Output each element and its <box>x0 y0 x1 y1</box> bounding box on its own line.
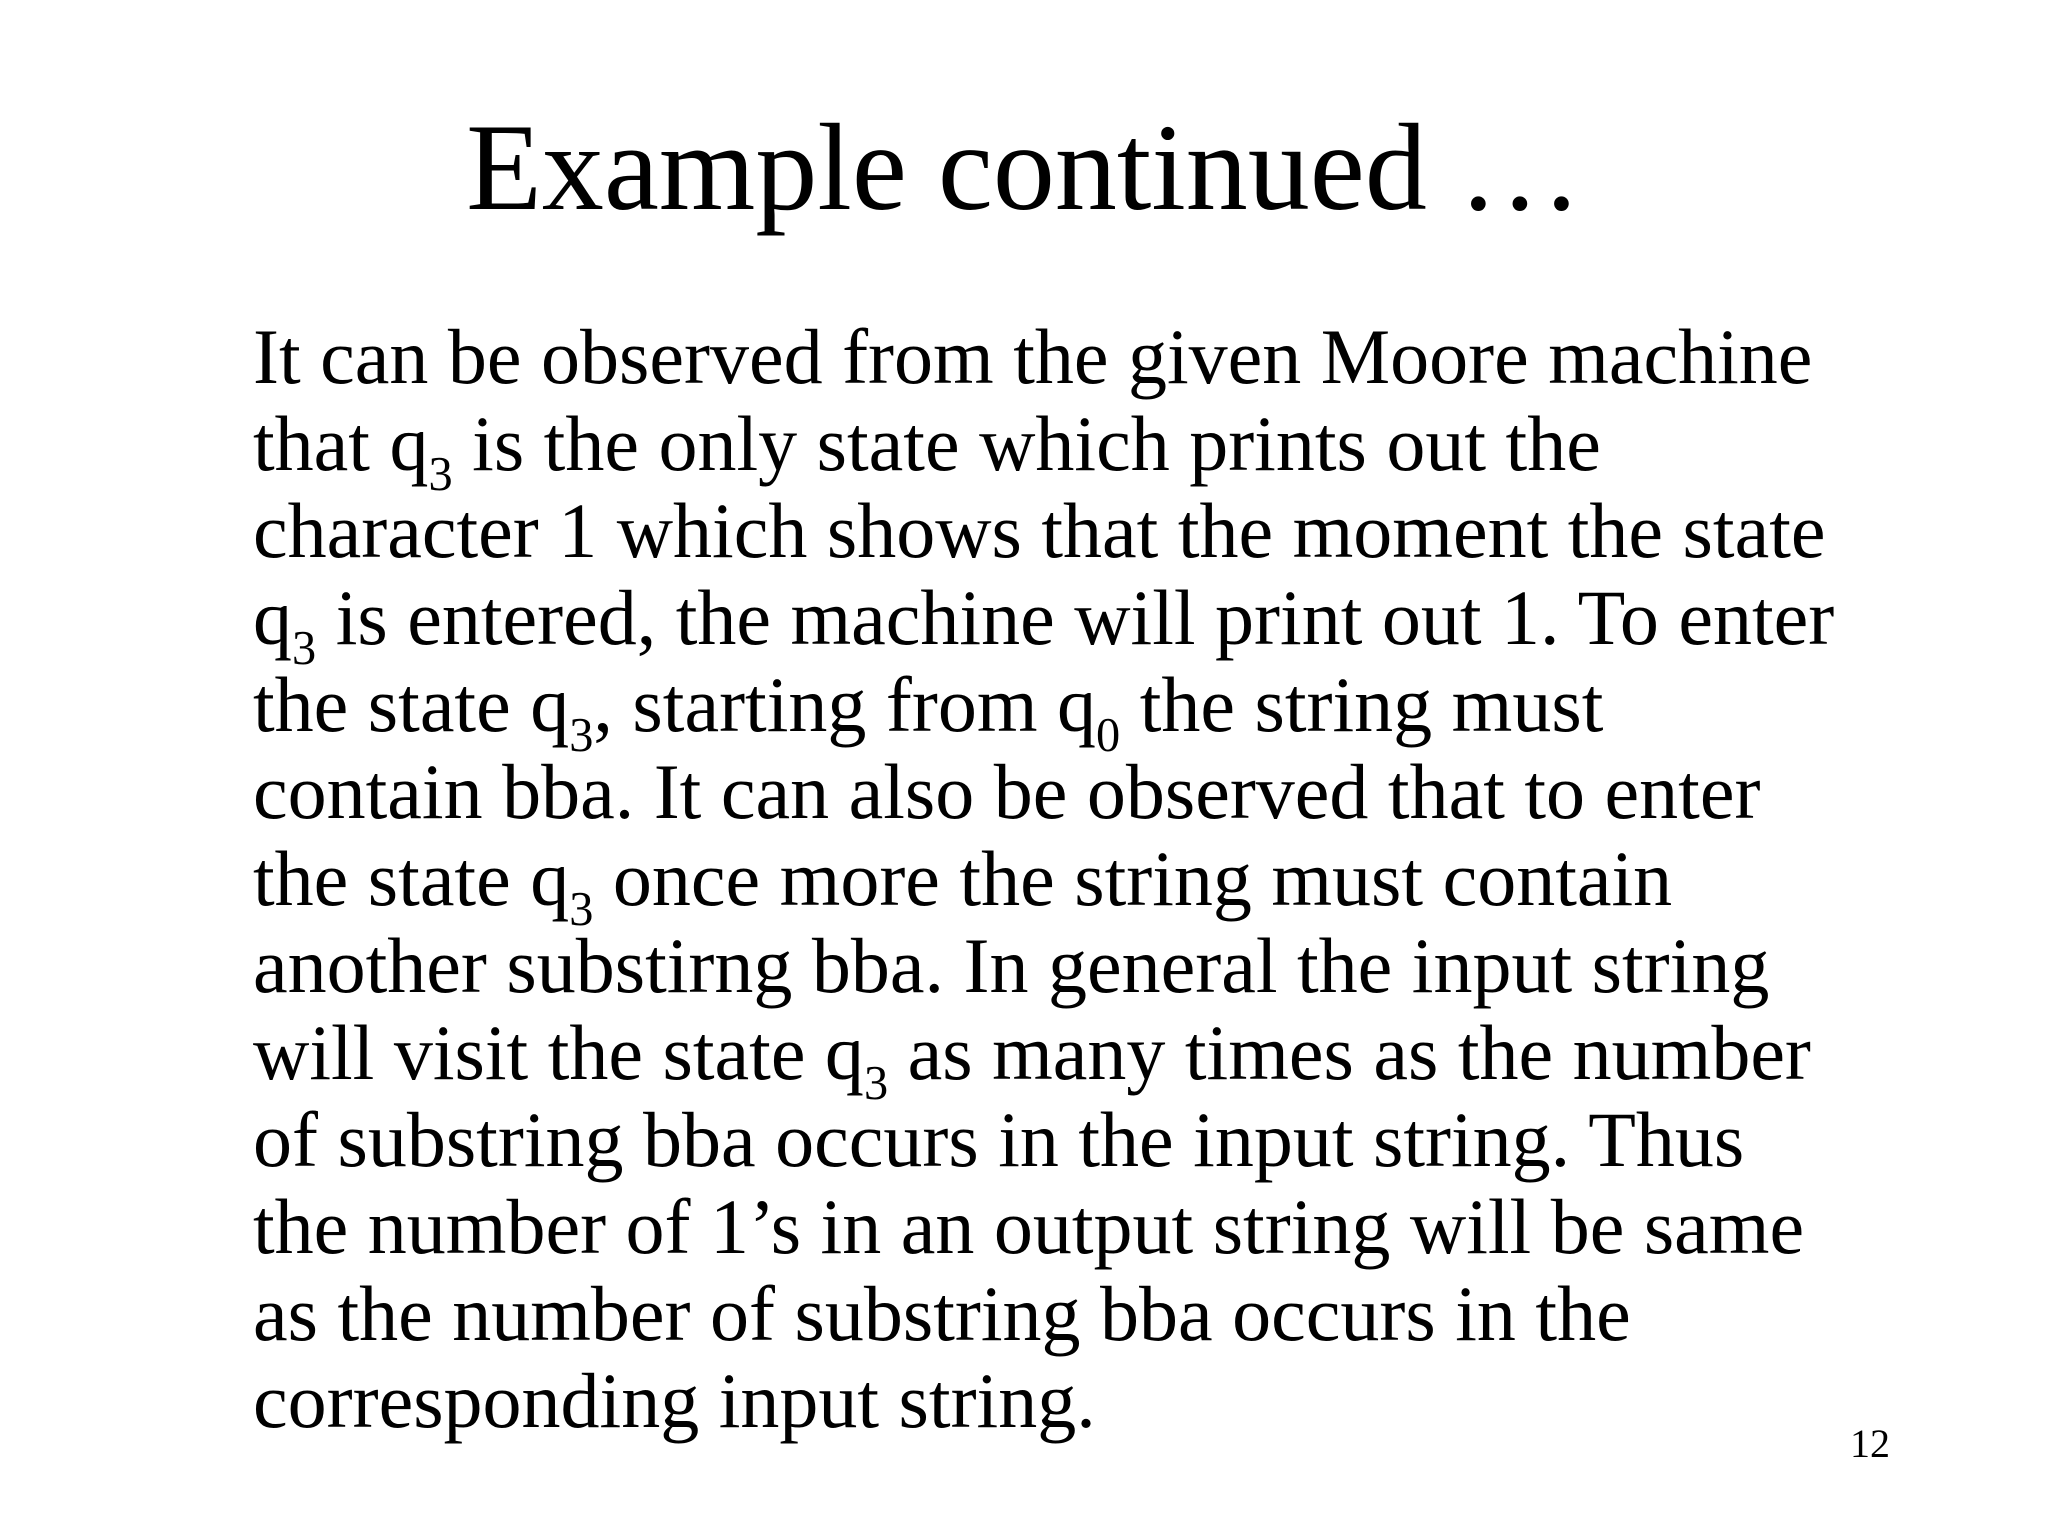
body-text-line <box>253 574 1913 676</box>
slide-title: Example continued … <box>466 99 1582 236</box>
body-text-line <box>253 487 1913 574</box>
body-text-line <box>253 1270 1913 1357</box>
text-run: that q <box>253 400 429 487</box>
text-run: of substring bba occurs in the input string. Thus <box>253 1096 1745 1183</box>
body-text-line <box>253 922 1913 1009</box>
subscript: 3 <box>569 709 594 763</box>
text-run: will visit the state q <box>253 1009 864 1096</box>
body-text-line <box>253 661 1913 763</box>
body-text-line <box>253 1009 1913 1111</box>
text-run: corresponding input string. <box>253 1357 1096 1444</box>
text-run: the state q <box>253 661 570 748</box>
page-number: 12 <box>1850 1421 1890 1466</box>
body-text-line <box>253 1096 1913 1183</box>
subscript: 3 <box>292 622 317 676</box>
subscript: 0 <box>1096 709 1121 763</box>
text-run: the number of 1’s in an output string will be same <box>253 1183 1805 1270</box>
text-run: contain bba. It can also be observed that to enter <box>253 748 1761 835</box>
body-text-line <box>253 1183 1913 1270</box>
text-run: another substirng bba. In general the input string <box>253 922 1770 1009</box>
text-run: is the only state which prints out the <box>452 400 1601 487</box>
body-text-line <box>253 1357 1913 1444</box>
text-run: is entered, the machine will print out 1. To enter <box>316 574 1835 661</box>
text-run: once more the string must contain <box>593 835 1673 922</box>
text-run: , starting from q <box>593 661 1097 748</box>
text-run: q <box>253 574 292 661</box>
text-run: It can be observed from the given Moore machine <box>253 313 1813 400</box>
body-text-line <box>253 835 1913 937</box>
text-run: as the number of substring bba occurs in the <box>253 1270 1631 1357</box>
text-run: as many times as the number <box>888 1009 1811 1096</box>
body-text-line <box>253 748 1913 835</box>
text-run: character 1 which shows that the moment the state <box>253 487 1826 574</box>
subscript: 3 <box>863 1057 889 1111</box>
body-text-line <box>253 400 1913 502</box>
subscript: 3 <box>569 883 594 937</box>
body-text-line <box>253 313 1913 400</box>
subscript: 3 <box>428 448 453 502</box>
text-run: the string must <box>1120 661 1604 748</box>
slide-body-text <box>253 313 1913 1444</box>
text-run: the state q <box>253 835 570 922</box>
